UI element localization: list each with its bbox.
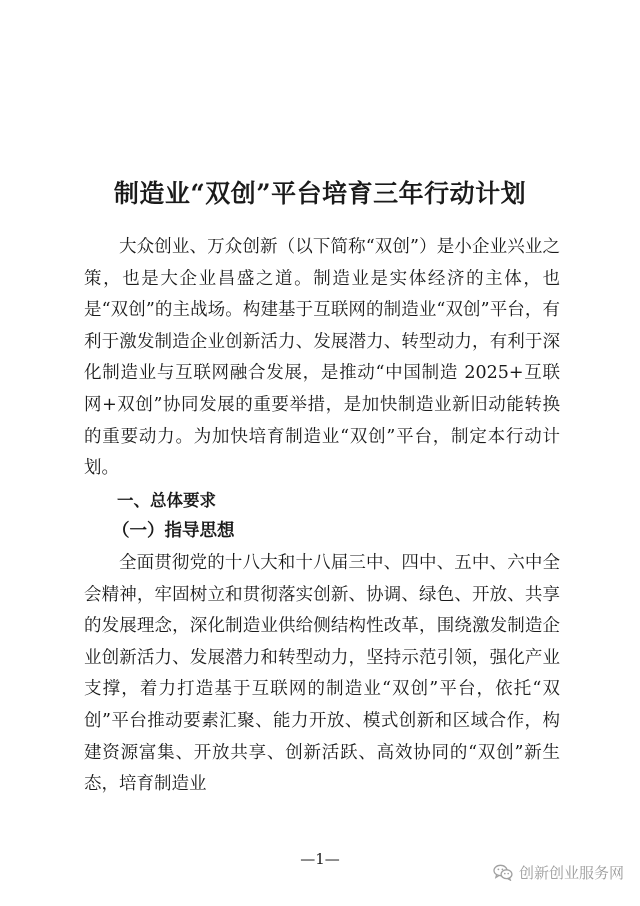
page-number: —1— xyxy=(300,850,340,868)
guiding-ideology-paragraph: 全面贯彻党的十八大和十八届三中、四中、五中、六中全会精神，牢固树立和贯彻落实创新、协调、绿色、开放、共享的发展理念，深化制造业供给侧结构性改革，围绕激发制造企业创新活力、发展潜力和转型动力，坚持示范引领，强化产业支撑，着力打造基于互联网的制造业“双创”平台，依托“双创”平台推动要素汇聚、能力开放、模式创新和区域合作，构建资源富集、开放共享、创新活跃、高效协同的“双创”新生态，培育制造业 xyxy=(84,552,560,795)
document-title: 制造业“双创”平台培育三年行动计划 xyxy=(113,179,527,208)
subsection-heading-guiding-ideology: （一）指导思想 xyxy=(112,521,235,542)
wechat-icon xyxy=(493,864,513,881)
watermark xyxy=(493,862,624,883)
intro-paragraph: 大众创业、万众创新（以下简称“双创”）是小企业兴业之策，也是大企业昌盛之道。制造业是实体经济的主体，也是“双创”的主战场。构建基于互联网的制造业“双创”平台，有利于激发制造企业创新活力、发展潜力、转型动力，有利于深化制造业与互联网融合发展，是推动“中国制造 2025+互联网+双创”协同发展的重要举措，是加快制造业新旧动能转换的重要动力。为加快培育制造业“双创”平台，制定本行动计划。 xyxy=(84,237,560,479)
document-body xyxy=(84,232,560,801)
watermark-text: 创新创业服务网 xyxy=(518,864,624,882)
section-heading-overall-requirements: 一、总体要求 xyxy=(117,490,216,510)
